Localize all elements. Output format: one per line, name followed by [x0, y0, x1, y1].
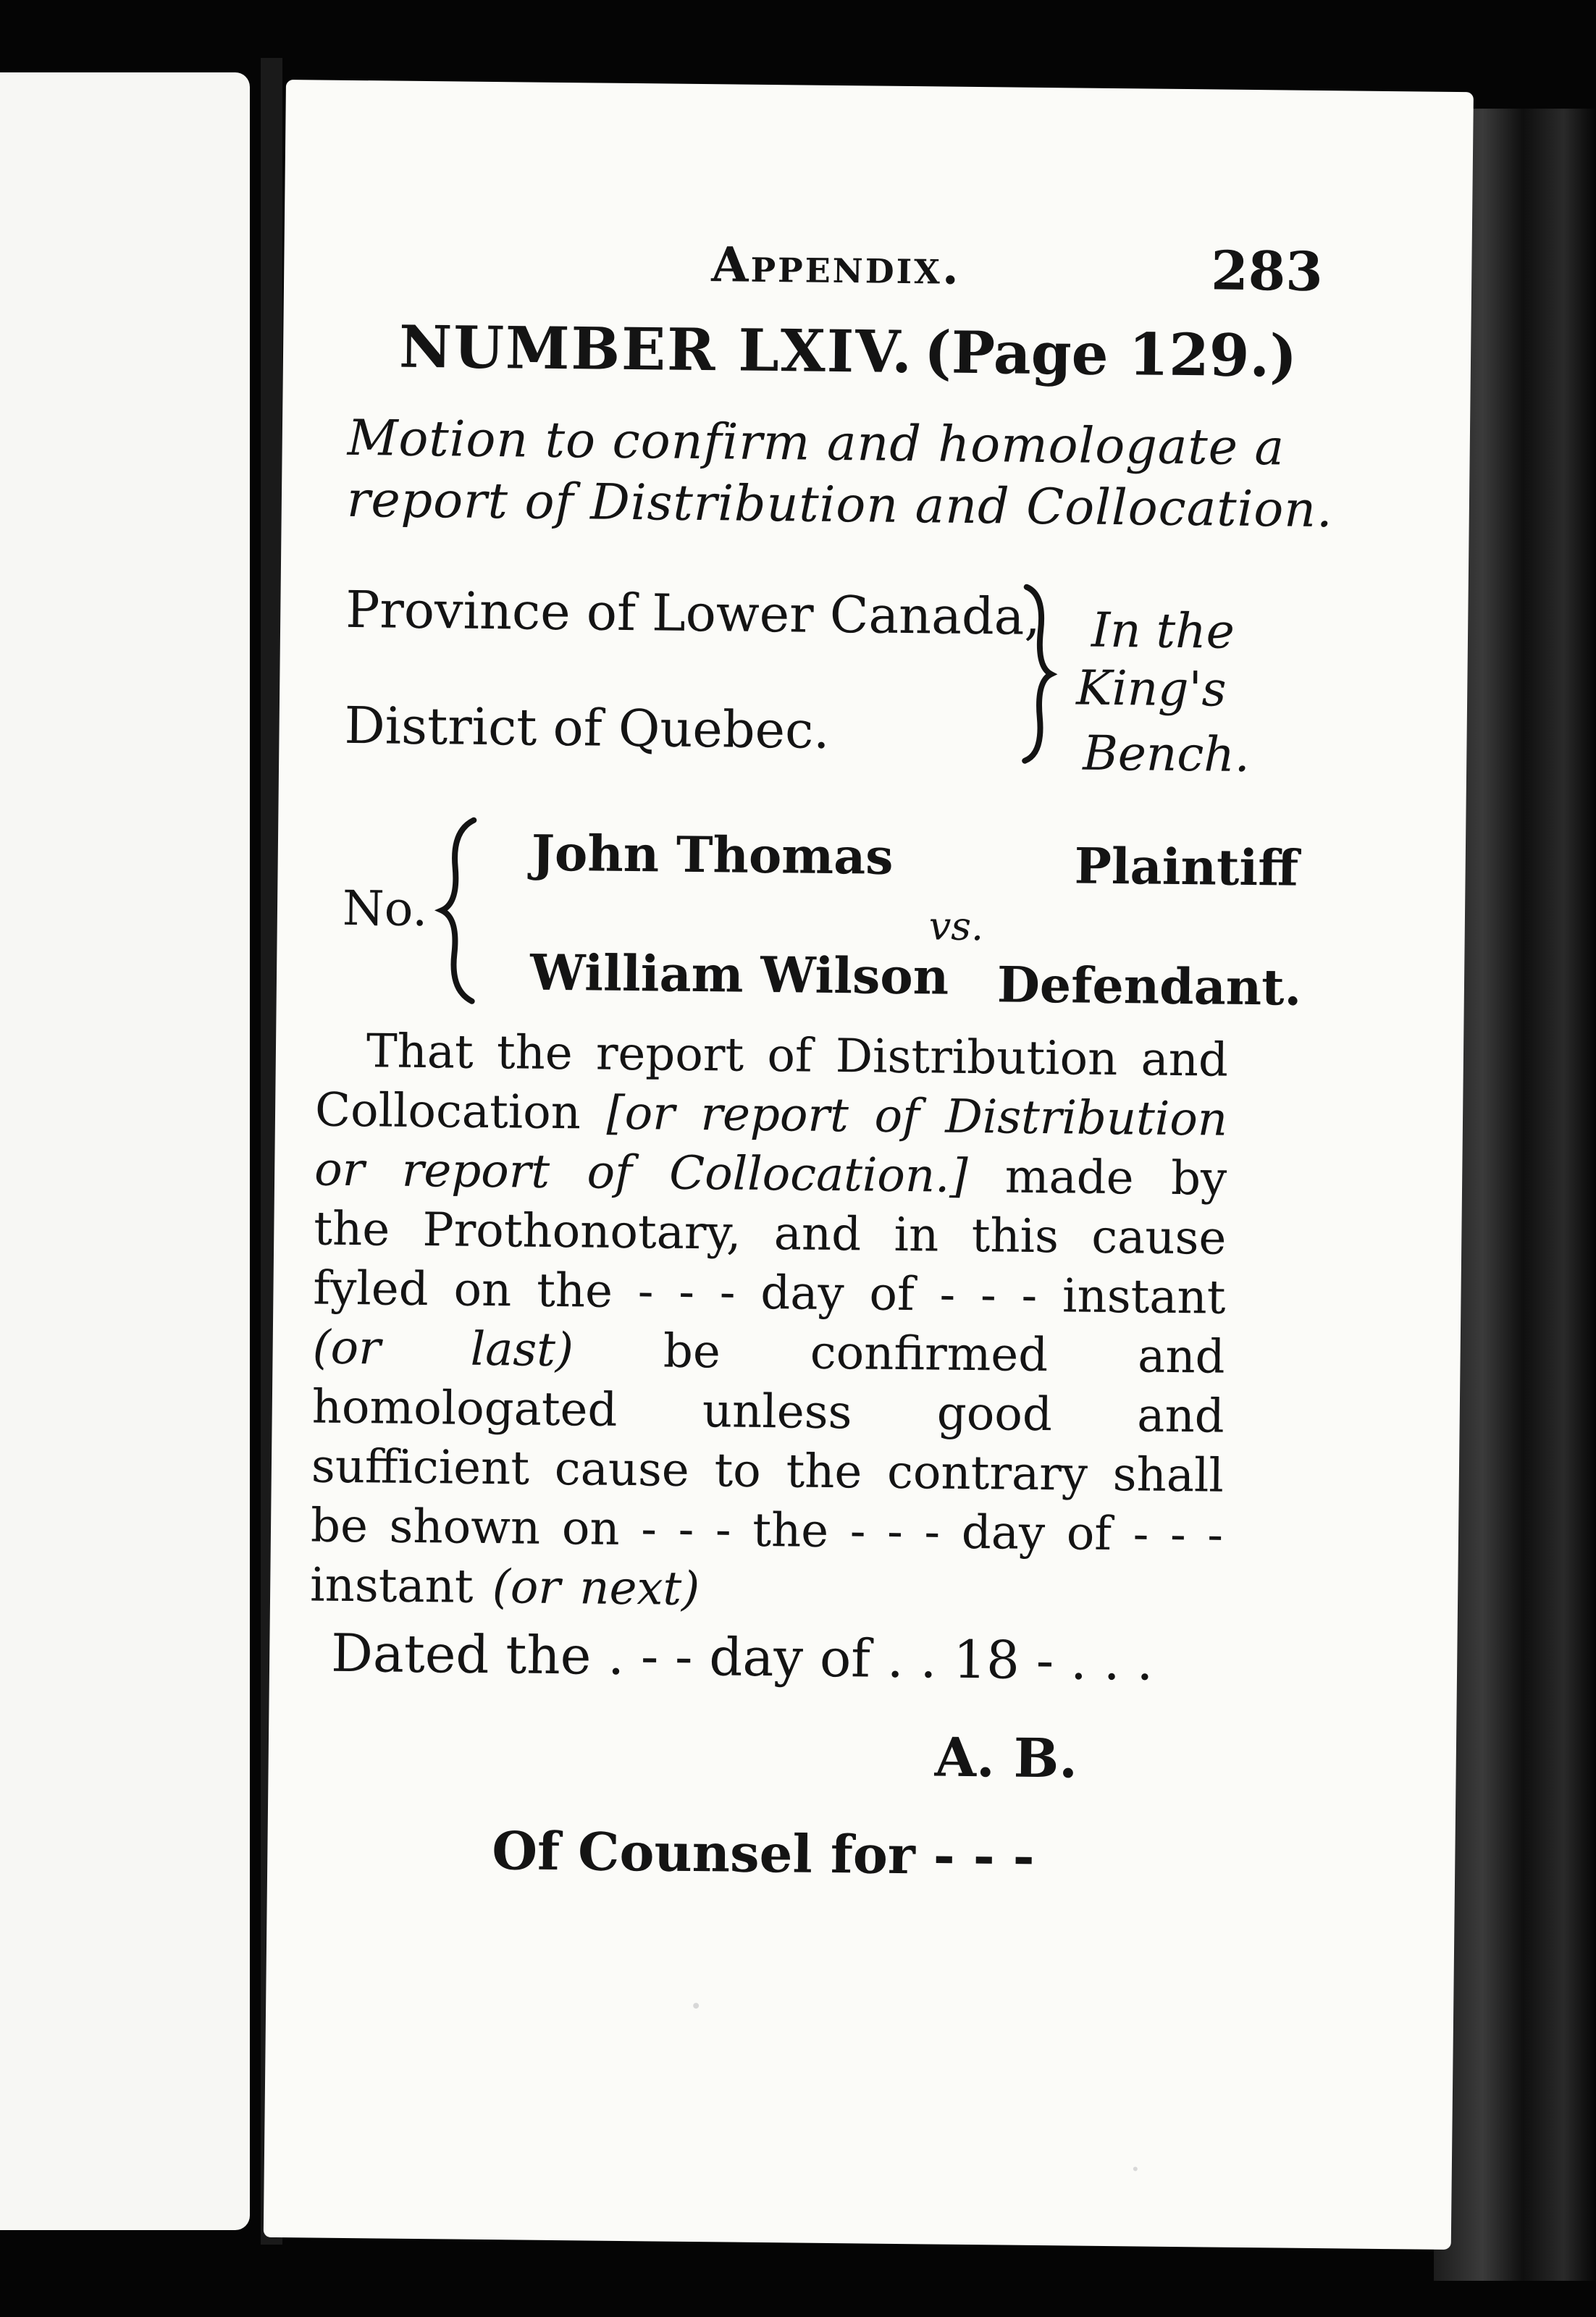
- motion-subtitle-line-1: Motion to confirm and homologate a: [347, 409, 1285, 477]
- facing-page: [0, 72, 250, 2230]
- caption-brace-icon: [1010, 580, 1063, 769]
- plaintiff-name: John Thomas: [531, 824, 894, 886]
- document-page: [264, 80, 1474, 2250]
- defendant-name: William Wilson: [529, 943, 949, 1006]
- body-text-part-2: made by the Prothonotary, and in this cause fyled on the - - - day of - - - instant: [313, 1150, 1227, 1325]
- province-label: Province of Lower Canada,: [345, 579, 1041, 647]
- defendant-role: Defendant.: [996, 956, 1302, 1017]
- body-italic-part-1: [or report of Distribution or report of Collocation.]: [314, 1086, 1228, 1203]
- running-head: Appendix.: [710, 236, 962, 295]
- body-italic-part-2: (or last): [312, 1321, 574, 1378]
- plaintiff-role: Plaintiff: [1074, 837, 1299, 898]
- court-label-line-3: Bench.: [1082, 725, 1251, 783]
- paper-speck: [1133, 2166, 1138, 2171]
- dated-line: Dated the . - - day of . . 18 - . . .: [330, 1622, 1154, 1692]
- district-label: District of Quebec.: [344, 695, 830, 760]
- appendix-number-title: NUMBER LXIV.: [398, 312, 914, 387]
- signature-initials: A. B.: [934, 1726, 1078, 1791]
- page-number: 283: [1210, 240, 1324, 304]
- facing-page-bleed-through: [0, 377, 188, 433]
- parties-brace-icon: [432, 812, 485, 1009]
- court-label-line-1: In the: [1091, 602, 1235, 660]
- motion-subtitle-line-2: report of Distribution and Collocation.: [346, 471, 1334, 539]
- body-text-part-3: be confirmed and homologated unless good and sufficient cause to the contrary shall be shown on - - - the - - - day of - - - instant: [309, 1324, 1225, 1614]
- motion-body-paragraph: [310, 1022, 1229, 1625]
- case-number-label: No.: [342, 880, 428, 938]
- page-reference: (Page 129.): [923, 318, 1298, 390]
- court-label-line-2: King's: [1075, 660, 1227, 718]
- body-italic-part-3: (or next): [492, 1560, 700, 1617]
- counsel-line: Of Counsel for - - -: [491, 1820, 1036, 1887]
- paper-speck: [693, 2003, 699, 2009]
- body-text-part-1: That the report of Distribution and Collocation: [314, 1025, 1229, 1140]
- versus-label: vs.: [928, 903, 984, 950]
